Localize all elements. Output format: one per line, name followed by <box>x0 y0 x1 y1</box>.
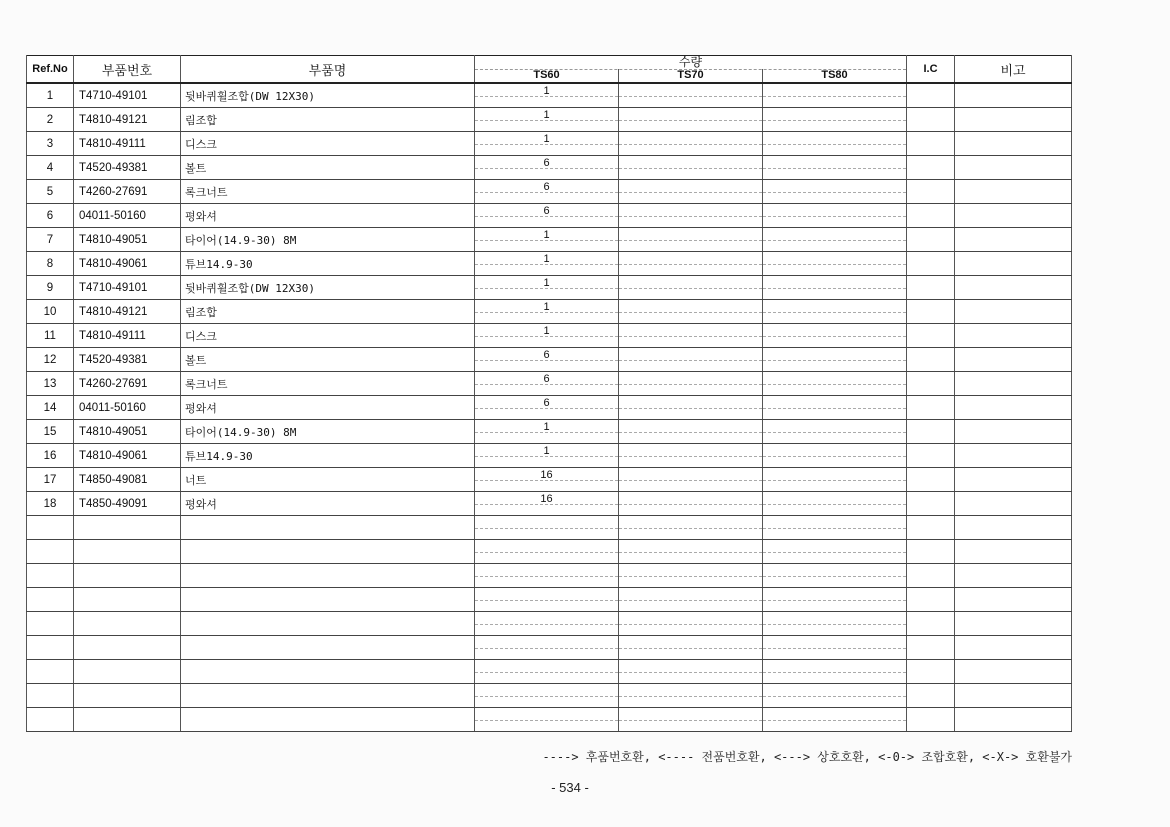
qty-ts80-cell <box>763 108 907 132</box>
remarks-cell <box>955 204 1072 228</box>
remarks-cell <box>955 108 1072 132</box>
qty-value: 6 <box>543 181 550 193</box>
qty-ts70-cell <box>619 132 763 156</box>
ref-no-cell <box>27 684 74 708</box>
remarks-cell <box>955 660 1072 684</box>
qty-value: 1 <box>543 421 550 433</box>
ic-cell <box>907 396 955 420</box>
ic-cell <box>907 300 955 324</box>
qty-ts60-cell <box>475 444 619 468</box>
table-row <box>27 180 1072 204</box>
ic-cell <box>907 372 955 396</box>
part-no-cell: T4810-49051 <box>74 228 181 252</box>
part-no-cell <box>74 516 181 540</box>
part-no-cell <box>74 540 181 564</box>
remarks-cell <box>955 612 1072 636</box>
remarks-cell <box>955 564 1072 588</box>
qty-ts80-cell <box>763 588 907 612</box>
part-name-cell <box>181 540 475 564</box>
part-name-cell: 볼트 <box>181 348 475 372</box>
part-name-cell <box>181 612 475 636</box>
part-no-cell: T4710-49101 <box>74 83 181 108</box>
qty-ts80-cell <box>763 180 907 204</box>
header-model-ts80: TS80 <box>762 69 906 82</box>
table-row <box>27 372 1072 396</box>
remarks-cell <box>955 252 1072 276</box>
part-name-cell: 림조합 <box>181 108 475 132</box>
ref-no-cell: 18 <box>27 492 74 516</box>
part-no-cell: T4520-49381 <box>74 348 181 372</box>
qty-ts60-cell <box>475 420 619 444</box>
part-name-cell: 록크너트 <box>181 372 475 396</box>
header-ref-no: Ref.No <box>27 56 74 84</box>
qty-ts80-cell <box>763 660 907 684</box>
ref-no-cell: 7 <box>27 228 74 252</box>
ref-no-cell: 2 <box>27 108 74 132</box>
remarks-cell <box>955 684 1072 708</box>
part-name-cell: 타이어(14.9-30) 8M <box>181 228 475 252</box>
table-row <box>27 660 1072 684</box>
part-no-cell: T4810-49111 <box>74 132 181 156</box>
qty-ts70-cell <box>619 612 763 636</box>
qty-ts80-cell <box>763 468 907 492</box>
table-row <box>27 228 1072 252</box>
ref-no-cell <box>27 612 74 636</box>
qty-ts60-cell <box>475 204 619 228</box>
part-no-cell: 04011-50160 <box>74 204 181 228</box>
qty-ts80-cell <box>763 444 907 468</box>
qty-ts60-cell <box>475 83 619 108</box>
qty-ts70-cell <box>619 564 763 588</box>
qty-ts70-cell <box>619 83 763 108</box>
part-name-cell: 뒷바퀴휠조합(DW 12X30) <box>181 83 475 108</box>
qty-ts70-cell <box>619 180 763 204</box>
header-quantity <box>475 56 907 84</box>
part-no-cell: T4260-27691 <box>74 180 181 204</box>
ref-no-cell: 1 <box>27 83 74 108</box>
table-row <box>27 300 1072 324</box>
qty-value: 6 <box>543 349 550 361</box>
ic-cell <box>907 516 955 540</box>
table-row <box>27 420 1072 444</box>
qty-ts70-cell <box>619 684 763 708</box>
remarks-cell <box>955 132 1072 156</box>
qty-ts70-cell <box>619 660 763 684</box>
ref-no-cell: 13 <box>27 372 74 396</box>
table-row <box>27 684 1072 708</box>
table-row <box>27 252 1072 276</box>
ref-no-cell <box>27 660 74 684</box>
table-row <box>27 324 1072 348</box>
remarks-cell <box>955 83 1072 108</box>
part-name-cell <box>181 684 475 708</box>
part-no-cell: T4810-49121 <box>74 300 181 324</box>
ref-no-cell <box>27 516 74 540</box>
header-quantity-title: 수량 <box>475 56 906 70</box>
remarks-cell <box>955 372 1072 396</box>
qty-ts80-cell <box>763 636 907 660</box>
part-no-cell <box>74 588 181 612</box>
qty-ts80-cell <box>763 684 907 708</box>
qty-ts80-cell <box>763 204 907 228</box>
table-row <box>27 612 1072 636</box>
table-row <box>27 156 1072 180</box>
qty-ts60-cell <box>475 396 619 420</box>
part-no-cell: T4810-49121 <box>74 108 181 132</box>
qty-ts80-cell <box>763 276 907 300</box>
qty-ts60-cell <box>475 228 619 252</box>
page-number: - 534 - <box>551 780 589 795</box>
ic-cell <box>907 132 955 156</box>
qty-value: 6 <box>543 205 550 217</box>
part-name-cell: 평와셔 <box>181 396 475 420</box>
ic-cell <box>907 348 955 372</box>
header-remarks: 비고 <box>955 56 1072 84</box>
qty-ts70-cell <box>619 204 763 228</box>
qty-ts80-cell <box>763 492 907 516</box>
remarks-cell <box>955 156 1072 180</box>
ref-no-cell: 11 <box>27 324 74 348</box>
qty-ts70-cell <box>619 396 763 420</box>
ic-cell <box>907 564 955 588</box>
qty-ts60-cell <box>475 348 619 372</box>
qty-value: 6 <box>543 157 550 169</box>
remarks-cell <box>955 588 1072 612</box>
part-no-cell: T4810-49061 <box>74 444 181 468</box>
qty-ts80-cell <box>763 540 907 564</box>
qty-ts80-cell <box>763 612 907 636</box>
qty-ts60-cell <box>475 324 619 348</box>
qty-ts70-cell <box>619 228 763 252</box>
qty-value: 1 <box>543 445 550 457</box>
qty-ts80-cell <box>763 348 907 372</box>
table-row <box>27 468 1072 492</box>
ref-no-cell: 4 <box>27 156 74 180</box>
qty-value: 1 <box>543 253 550 265</box>
ic-cell <box>907 180 955 204</box>
qty-ts80-cell <box>763 156 907 180</box>
ic-cell <box>907 660 955 684</box>
qty-ts80-cell <box>763 132 907 156</box>
ref-no-cell: 12 <box>27 348 74 372</box>
qty-ts60-cell <box>475 156 619 180</box>
qty-value: 16 <box>540 493 553 505</box>
qty-ts60-cell <box>475 684 619 708</box>
qty-ts70-cell <box>619 708 763 732</box>
qty-ts80-cell <box>763 372 907 396</box>
qty-ts70-cell <box>619 636 763 660</box>
ic-cell <box>907 588 955 612</box>
ref-no-cell <box>27 540 74 564</box>
part-no-cell: T4810-49061 <box>74 252 181 276</box>
ref-no-cell: 8 <box>27 252 74 276</box>
remarks-cell <box>955 468 1072 492</box>
ic-cell <box>907 708 955 732</box>
part-no-cell: T4850-49091 <box>74 492 181 516</box>
qty-ts60-cell <box>475 300 619 324</box>
qty-ts70-cell <box>619 420 763 444</box>
ref-no-cell: 5 <box>27 180 74 204</box>
part-name-cell <box>181 516 475 540</box>
ref-no-cell <box>27 708 74 732</box>
qty-ts60-cell <box>475 636 619 660</box>
remarks-cell <box>955 396 1072 420</box>
qty-ts60-cell <box>475 564 619 588</box>
qty-ts60-cell <box>475 372 619 396</box>
table-row <box>27 492 1072 516</box>
table-body <box>27 83 1072 732</box>
qty-ts70-cell <box>619 324 763 348</box>
qty-ts70-cell <box>619 156 763 180</box>
part-no-cell <box>74 564 181 588</box>
part-name-cell <box>181 660 475 684</box>
ic-cell <box>907 276 955 300</box>
ic-cell <box>907 83 955 108</box>
qty-ts70-cell <box>619 540 763 564</box>
qty-ts60-cell <box>475 492 619 516</box>
qty-ts60-cell <box>475 276 619 300</box>
qty-ts60-cell <box>475 540 619 564</box>
ref-no-cell: 16 <box>27 444 74 468</box>
ref-no-cell: 14 <box>27 396 74 420</box>
interchangeability-legend: ----> 후품번호환, <---- 전품번호환, <---> 상호호환, <-0-> 조합호환, <-X-> 호환불가 <box>542 750 1072 764</box>
qty-value: 16 <box>540 469 553 481</box>
part-no-cell: T4850-49081 <box>74 468 181 492</box>
header-part-name: 부품명 <box>181 56 475 84</box>
header-part-no: 부품번호 <box>74 56 181 84</box>
qty-ts80-cell <box>763 83 907 108</box>
table-row <box>27 132 1072 156</box>
qty-ts80-cell <box>763 708 907 732</box>
table-row <box>27 516 1072 540</box>
ref-no-cell: 6 <box>27 204 74 228</box>
part-name-cell: 튜브14.9-30 <box>181 444 475 468</box>
qty-value: 6 <box>543 373 550 385</box>
part-name-cell: 평와셔 <box>181 204 475 228</box>
ic-cell <box>907 204 955 228</box>
part-no-cell <box>74 612 181 636</box>
remarks-cell <box>955 324 1072 348</box>
ref-no-cell: 15 <box>27 420 74 444</box>
qty-ts80-cell <box>763 228 907 252</box>
table-row <box>27 83 1072 108</box>
part-name-cell: 튜브14.9-30 <box>181 252 475 276</box>
remarks-cell <box>955 492 1072 516</box>
ref-no-cell: 9 <box>27 276 74 300</box>
remarks-cell <box>955 708 1072 732</box>
part-no-cell <box>74 684 181 708</box>
ic-cell <box>907 324 955 348</box>
ic-cell <box>907 468 955 492</box>
part-no-cell: T4260-27691 <box>74 372 181 396</box>
qty-ts70-cell <box>619 348 763 372</box>
qty-value: 1 <box>543 277 550 289</box>
qty-ts80-cell <box>763 420 907 444</box>
qty-ts60-cell <box>475 588 619 612</box>
remarks-cell <box>955 516 1072 540</box>
part-no-cell <box>74 708 181 732</box>
remarks-cell <box>955 420 1072 444</box>
part-name-cell <box>181 564 475 588</box>
qty-ts60-cell <box>475 132 619 156</box>
part-no-cell <box>74 636 181 660</box>
ref-no-cell <box>27 564 74 588</box>
ref-no-cell: 17 <box>27 468 74 492</box>
ic-cell <box>907 636 955 660</box>
qty-value: 1 <box>543 85 550 97</box>
header-model-ts60: TS60 <box>533 69 560 81</box>
qty-ts70-cell <box>619 588 763 612</box>
ic-cell <box>907 444 955 468</box>
qty-ts70-cell <box>619 300 763 324</box>
ic-cell <box>907 228 955 252</box>
ic-cell <box>907 108 955 132</box>
table-header <box>27 56 1072 84</box>
ic-cell <box>907 540 955 564</box>
ref-no-cell: 3 <box>27 132 74 156</box>
remarks-cell <box>955 300 1072 324</box>
qty-value: 1 <box>543 133 550 145</box>
part-no-cell: T4520-49381 <box>74 156 181 180</box>
ref-no-cell <box>27 588 74 612</box>
part-no-cell: T4810-49051 <box>74 420 181 444</box>
ic-cell <box>907 684 955 708</box>
qty-value: 1 <box>543 301 550 313</box>
part-name-cell: 림조합 <box>181 300 475 324</box>
remarks-cell <box>955 228 1072 252</box>
part-name-cell: 뒷바퀴휠조합(DW 12X30) <box>181 276 475 300</box>
remarks-cell <box>955 276 1072 300</box>
qty-ts80-cell <box>763 396 907 420</box>
qty-ts70-cell <box>619 108 763 132</box>
remarks-cell <box>955 444 1072 468</box>
ic-cell <box>907 492 955 516</box>
remarks-cell <box>955 348 1072 372</box>
table-row <box>27 204 1072 228</box>
qty-ts70-cell <box>619 276 763 300</box>
table-row <box>27 636 1072 660</box>
table-row <box>27 708 1072 732</box>
ref-no-cell: 10 <box>27 300 74 324</box>
part-no-cell <box>74 660 181 684</box>
qty-value: 1 <box>543 325 550 337</box>
table-row <box>27 588 1072 612</box>
table-row <box>27 540 1072 564</box>
qty-ts60-cell <box>475 180 619 204</box>
qty-ts60-cell <box>475 516 619 540</box>
qty-ts70-cell <box>619 468 763 492</box>
part-name-cell: 타이어(14.9-30) 8M <box>181 420 475 444</box>
part-name-cell: 디스크 <box>181 132 475 156</box>
qty-ts70-cell <box>619 444 763 468</box>
header-model-ts70: TS70 <box>618 69 762 82</box>
qty-ts70-cell <box>619 252 763 276</box>
part-name-cell <box>181 636 475 660</box>
ic-cell <box>907 420 955 444</box>
qty-ts80-cell <box>763 324 907 348</box>
part-name-cell <box>181 708 475 732</box>
part-no-cell: T4810-49111 <box>74 324 181 348</box>
ic-cell <box>907 252 955 276</box>
qty-value: 6 <box>543 397 550 409</box>
part-no-cell: 04011-50160 <box>74 396 181 420</box>
qty-ts80-cell <box>763 252 907 276</box>
remarks-cell <box>955 180 1072 204</box>
qty-ts80-cell <box>763 564 907 588</box>
qty-ts60-cell <box>475 252 619 276</box>
remarks-cell <box>955 540 1072 564</box>
part-name-cell: 평와셔 <box>181 492 475 516</box>
table-row <box>27 108 1072 132</box>
remarks-cell <box>955 636 1072 660</box>
qty-ts70-cell <box>619 492 763 516</box>
part-name-cell: 너트 <box>181 468 475 492</box>
table-row <box>27 348 1072 372</box>
table-row <box>27 444 1072 468</box>
part-name-cell <box>181 588 475 612</box>
part-no-cell: T4710-49101 <box>74 276 181 300</box>
part-name-cell: 디스크 <box>181 324 475 348</box>
qty-value: 1 <box>543 109 550 121</box>
qty-ts60-cell <box>475 468 619 492</box>
table-row <box>27 564 1072 588</box>
ic-cell <box>907 156 955 180</box>
parts-table <box>26 55 1072 732</box>
part-name-cell: 볼트 <box>181 156 475 180</box>
qty-value: 1 <box>543 229 550 241</box>
qty-ts70-cell <box>619 516 763 540</box>
qty-ts60-cell <box>475 708 619 732</box>
part-name-cell: 록크너트 <box>181 180 475 204</box>
ic-cell <box>907 612 955 636</box>
qty-ts80-cell <box>763 300 907 324</box>
header-ic: I.C <box>907 56 955 84</box>
qty-ts60-cell <box>475 660 619 684</box>
qty-ts60-cell <box>475 108 619 132</box>
qty-ts60-cell <box>475 612 619 636</box>
qty-ts80-cell <box>763 516 907 540</box>
ref-no-cell <box>27 636 74 660</box>
table-row <box>27 396 1072 420</box>
qty-ts70-cell <box>619 372 763 396</box>
table-row <box>27 276 1072 300</box>
